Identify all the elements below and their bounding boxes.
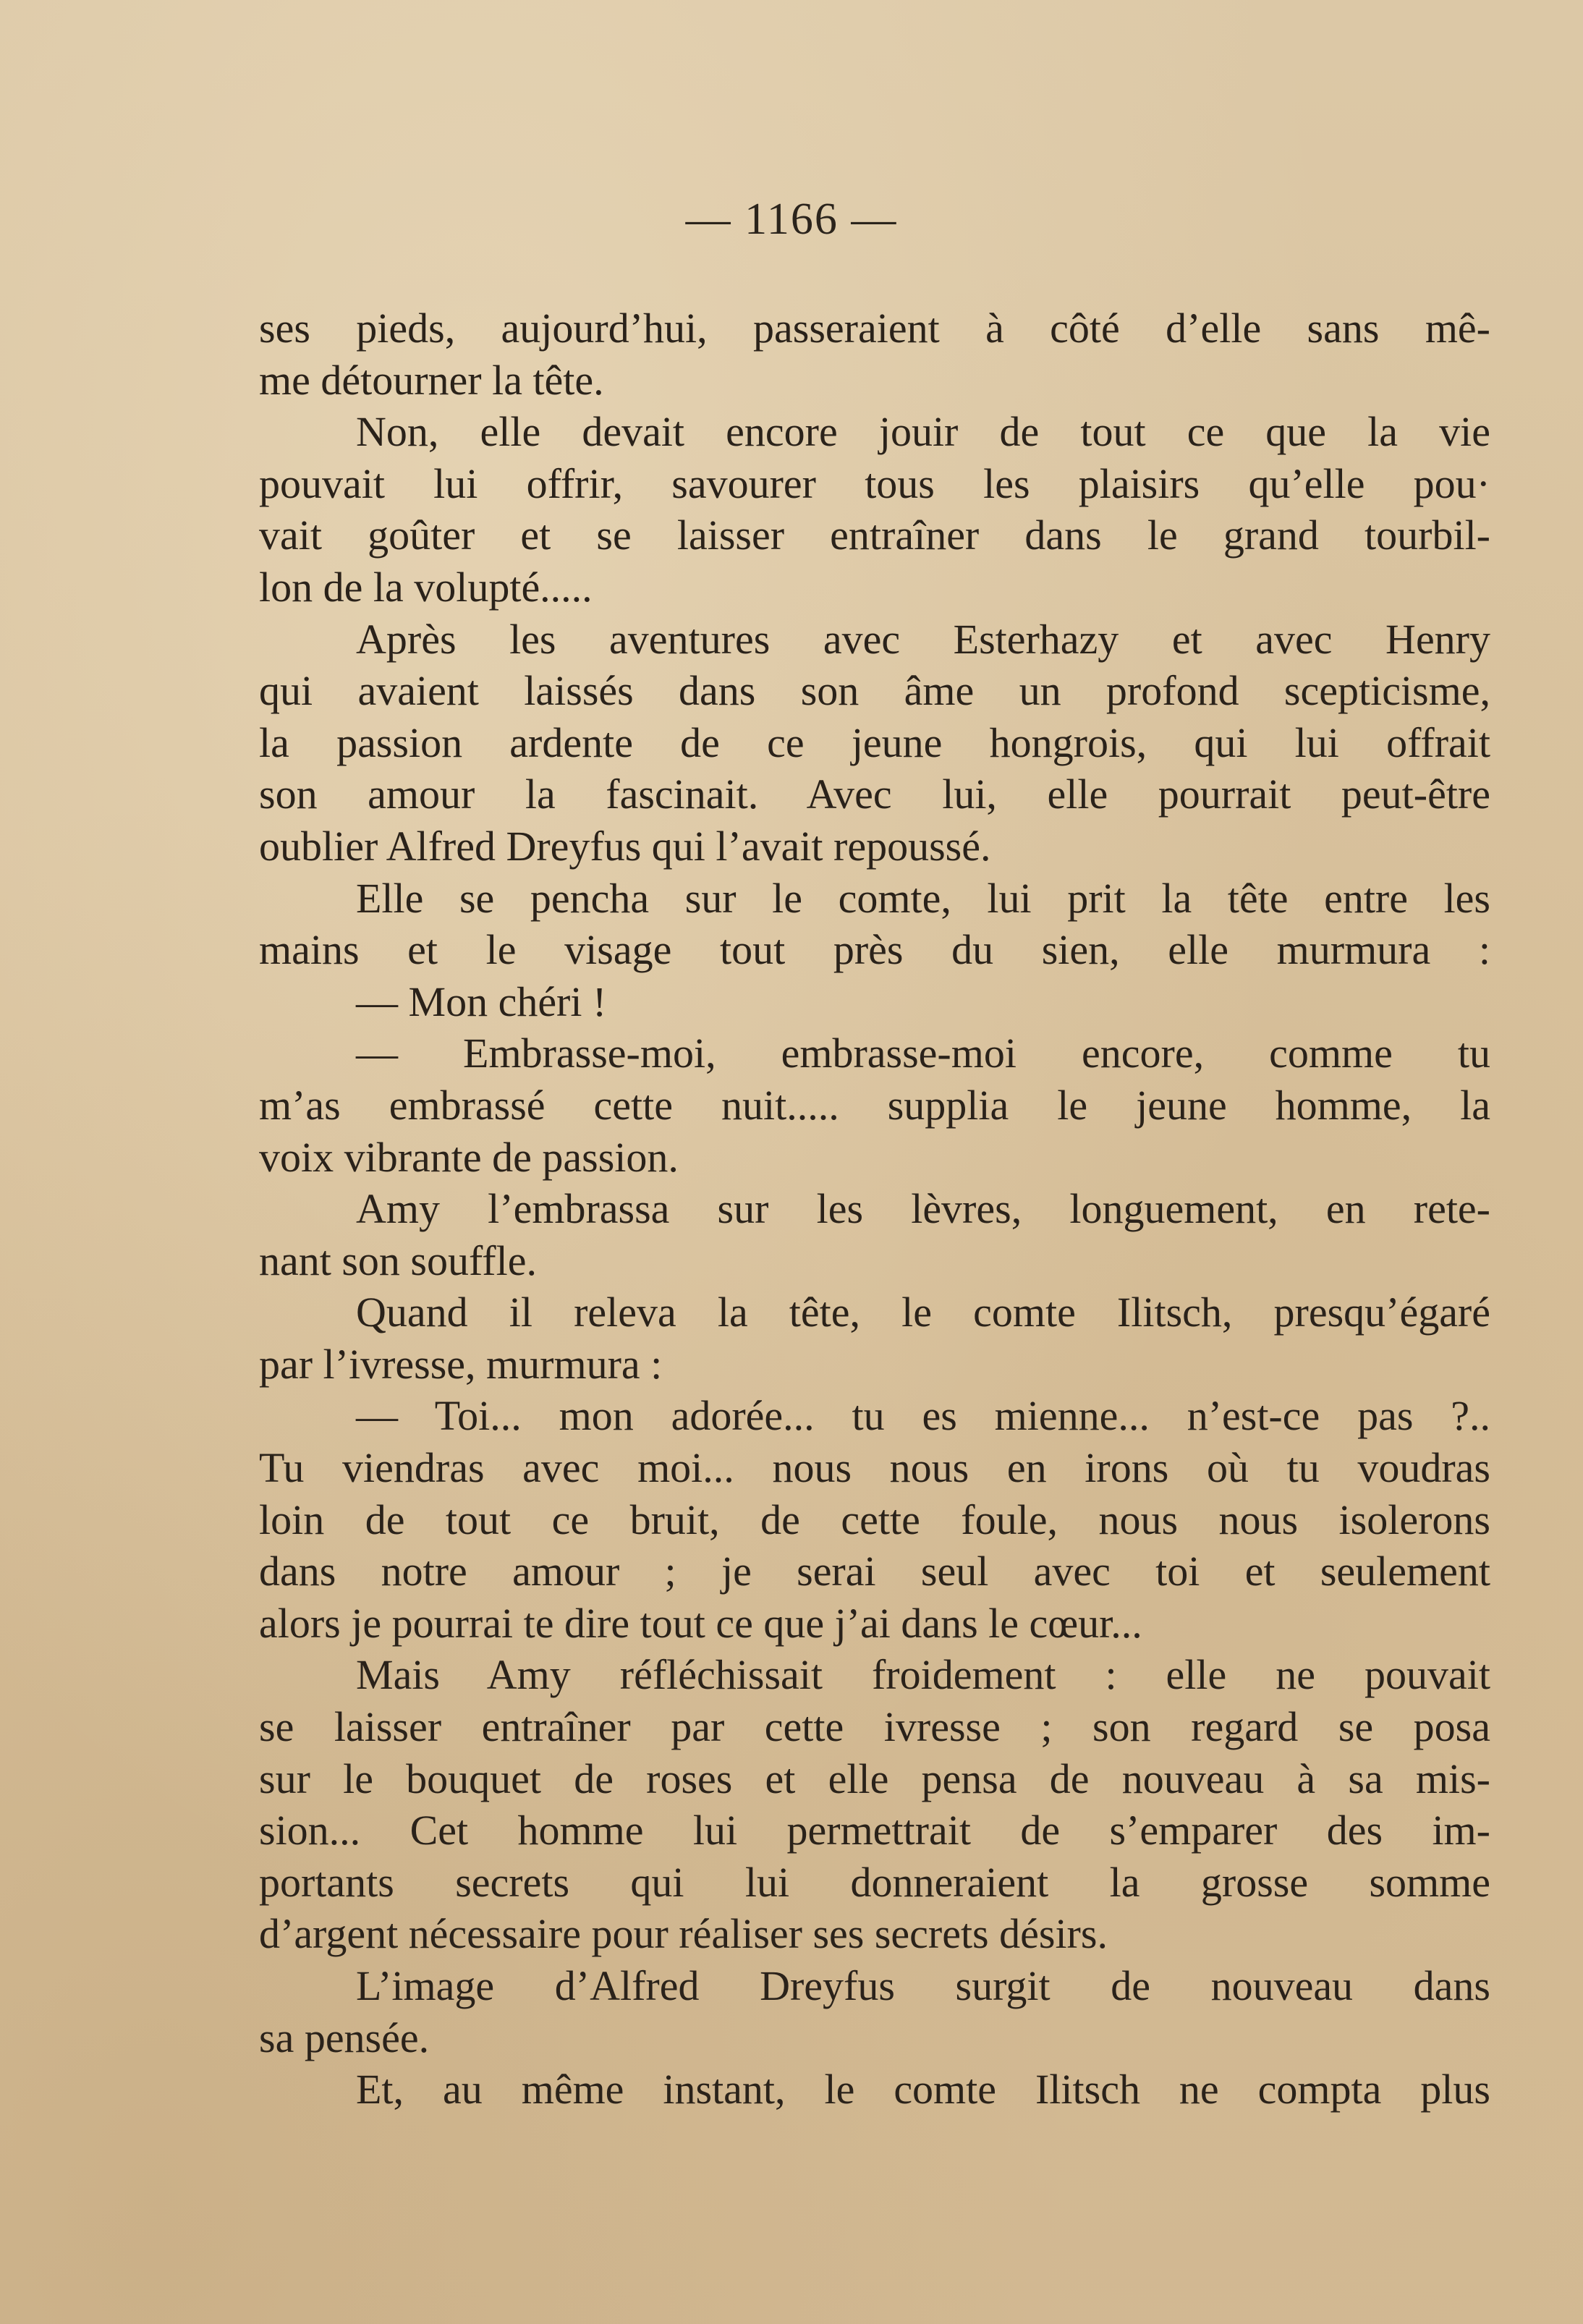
body-text [259,302,1490,2116]
text-line: sur le bouquet de roses et elle pensa de nouveau à sa mis- [259,1755,1490,1802]
text-line: Amy l’embrassa sur les lèvres, longuement, en rete- [356,1185,1490,1233]
text-line: Après les aventures avec Esterhazy et avec Henry [356,615,1490,663]
text-line: qui avaient laissés dans son âme un profond scepticisme, [259,667,1490,715]
text-line: nant son souffle. [259,1237,537,1284]
text-line: Mais Amy réfléchissait froidement : elle ne pouvait [356,1651,1490,1699]
text-line: — Embrasse-moi, embrasse-moi encore, comme tu [356,1030,1490,1077]
text-line: Tu viendras avec moi... nous nous en irons où tu voudras [259,1444,1490,1492]
text-line: oublier Alfred Dreyfus qui l’avait repoussé. [259,822,991,870]
page-number: — 1166 — [685,195,898,244]
text-line: alors je pourrai te dire tout ce que j’ai dans le cœur... [259,1599,1142,1647]
text-line: Et, au même instant, le comte Ilitsch ne compta plus [356,2066,1490,2113]
text-line: loin de tout ce bruit, de cette foule, nous nous isolerons [259,1496,1490,1543]
text-line: la passion ardente de ce jeune hongrois, qui lui offrait [259,718,1490,766]
text-line: Non, elle devait encore jouir de tout ce que la vie [356,408,1490,456]
text-line: pouvait lui offrir, savourer tous les plaisirs qu’elle pou· [259,459,1490,507]
text-line: me détourner la tête. [259,356,604,404]
text-line: dans notre amour ; je serai seul avec toi et seulement [259,1548,1490,1595]
text-line: sion... Cet homme lui permettrait de s’emparer des im- [259,1807,1490,1854]
text-line: par l’ivresse, murmura : [259,1340,663,1388]
text-line: se laisser entraîner par cette ivresse ; son regard se posa [259,1703,1490,1751]
text-line: d’argent nécessaire pour réaliser ses secrets désirs. [259,1910,1108,1958]
text-line: vait goûter et se laisser entraîner dans le grand tourbil- [259,512,1490,559]
text-line: lon de la volupté..... [259,563,593,611]
text-line: Elle se pencha sur le comte, lui prit la tête entre les [356,874,1490,922]
text-line: ses pieds, aujourd’hui, passeraient à côté d’elle sans mê- [259,305,1490,352]
text-line: L’image d’Alfred Dreyfus surgit de nouveau dans [356,1962,1490,2009]
text-line: portants secrets qui lui donneraient la grosse somme [259,1858,1490,1906]
text-line: — Mon chéri ! [356,977,607,1025]
text-line: Quand il releva la tête, le comte Ilitsch, presqu’égaré [356,1289,1490,1336]
text-line: sa pensée. [259,2014,430,2061]
text-line: son amour la fascinait. Avec lui, elle pourrait peut-être [259,771,1490,818]
text-line: m’as embrassé cette nuit..... supplia le jeune homme, la [259,1081,1490,1129]
text-line: voix vibrante de passion. [259,1133,679,1181]
text-line: mains et le visage tout près du sien, elle murmura : [259,926,1490,974]
text-line: — Toi... mon adorée... tu es mienne... n’est-ce pas ?.. [356,1392,1490,1440]
